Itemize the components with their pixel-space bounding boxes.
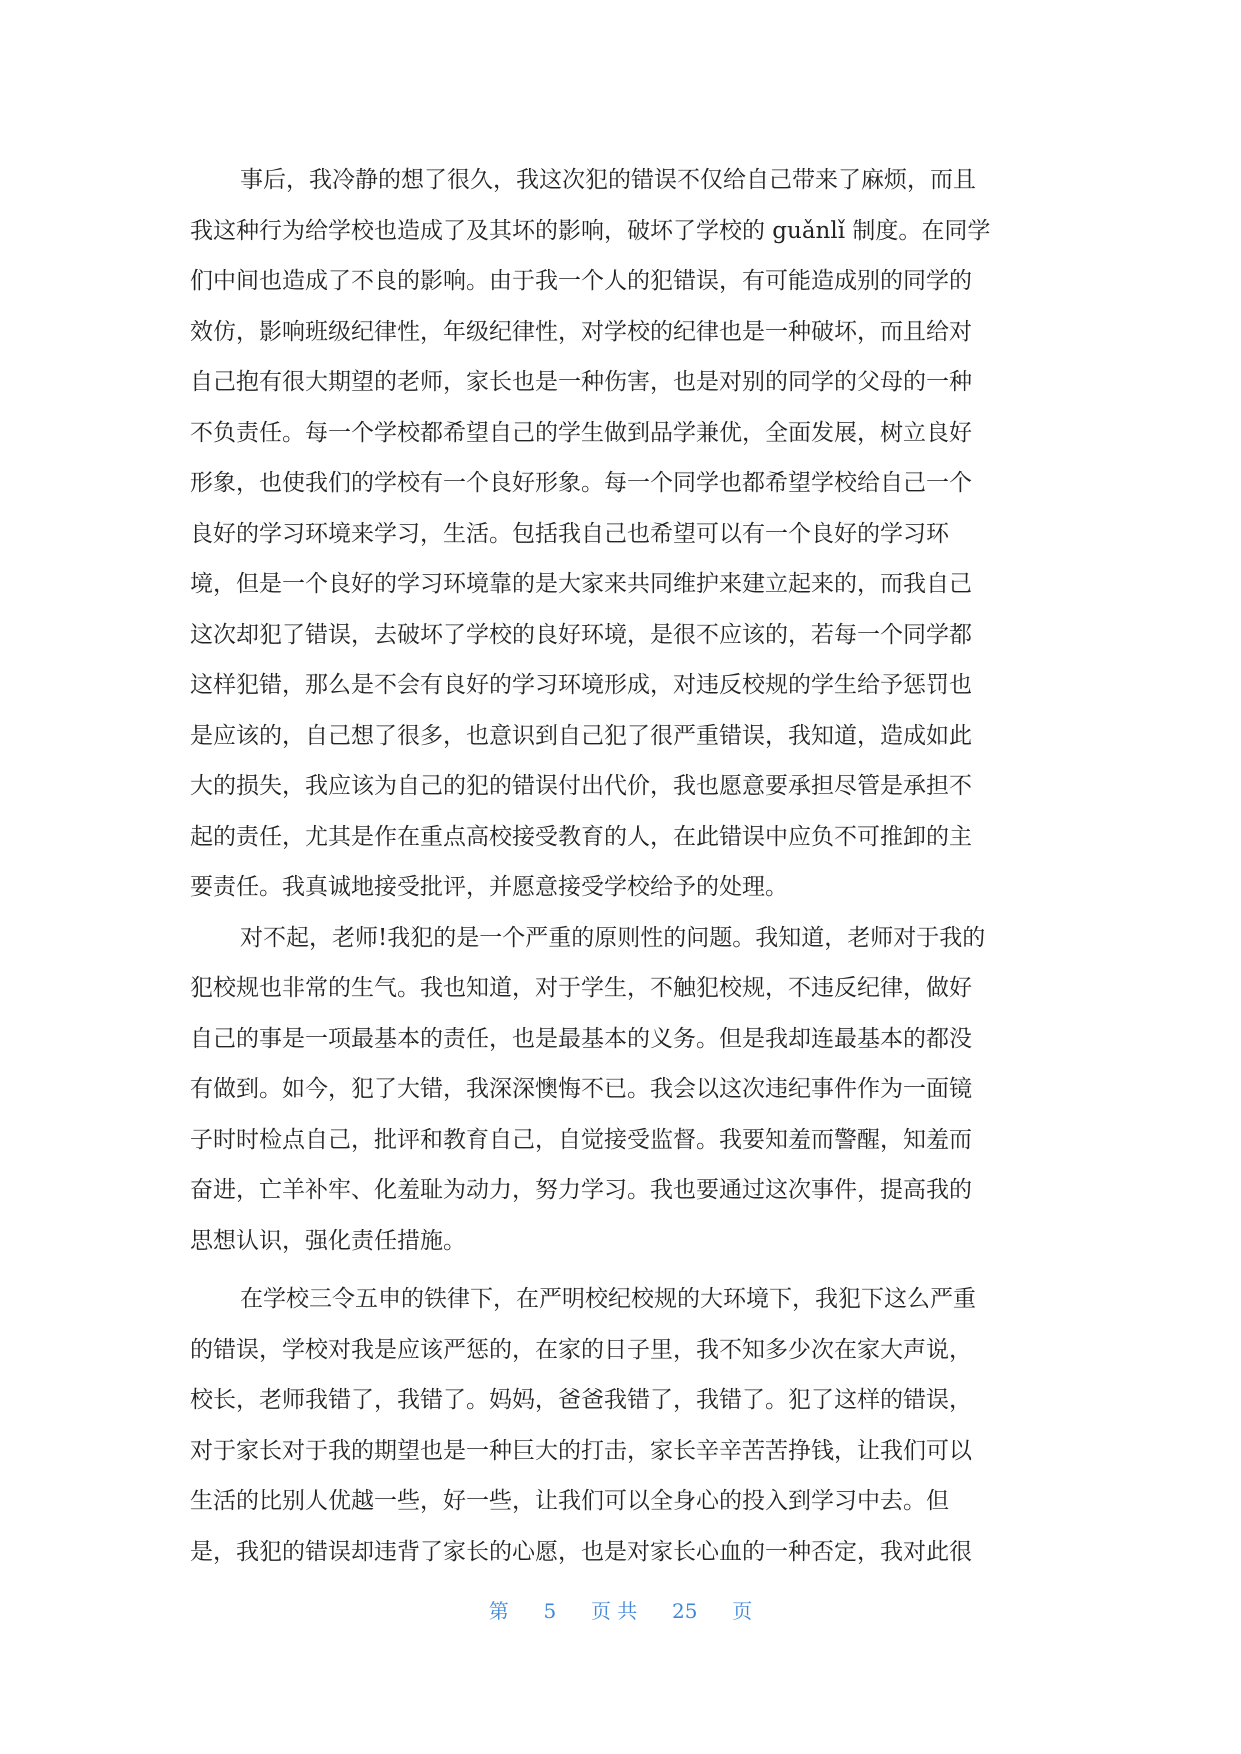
text-line: 自己的事是一项最基本的责任，也是最基本的义务。但是我却连最基本的都没	[190, 1025, 972, 1052]
text-line: 事后，我冷静的想了很久，我这次犯的错误不仅给自己带来了麻烦，而且	[240, 167, 976, 193]
text-line: 有做到。如今，犯了大错，我深深懊悔不已。我会以这次违纪事件作为一面镜	[190, 1076, 972, 1102]
text-line: 犯校规也非常的生气。我也知道，对于学生，不触犯校规，不违反纪律，做好	[190, 975, 972, 1001]
text-line: 生活的比别人优越一些，好一些，让我们可以全身心的投入到学习中去。但	[190, 1488, 949, 1514]
paragraph-1	[190, 155, 1050, 913]
text-line: 校长，老师我错了，我错了。妈妈，爸爸我错了，我错了。犯了这样的错误，	[190, 1387, 972, 1413]
text-line: 思想认识，强化责任措施。	[190, 1227, 466, 1254]
document-body	[190, 155, 1050, 1577]
text-line: 效仿，影响班级纪律性，年级纪律性，对学校的纪律也是一种破坏，而且给对	[190, 318, 972, 345]
text-line: 起的责任，尤其是作在重点高校接受教育的人，在此错误中应负不可推卸的主	[190, 823, 972, 850]
paragraph-3	[190, 1274, 1050, 1577]
current-page-number: 5	[543, 1599, 557, 1623]
text-line: 良好的学习环境来学习，生活。包括我自己也希望可以有一个良好的学习环	[190, 520, 949, 547]
text-line: 不负责任。每一个学校都希望自己的学生做到品学兼优，全面发展，树立良好	[190, 419, 972, 446]
text-line: 在学校三令五申的铁律下，在严明校纪校规的大环境下，我犯下这么严重	[240, 1286, 976, 1312]
page-label-suffix: 页	[732, 1599, 753, 1623]
text-line: 对不起，老师!我犯的是一个严重的原则性的问题。我知道，老师对于我的	[240, 924, 986, 951]
page-footer	[0, 1595, 1241, 1624]
text-line: 是应该的，自己想了很多，也意识到自己犯了很严重错误，我知道，造成如此	[190, 722, 972, 749]
text-line: 要责任。我真诚地接受批评，并愿意接受学校给予的处理。	[190, 874, 788, 900]
text-line: 自己抱有很大期望的老师，家长也是一种伤害，也是对别的同学的父母的一种	[190, 369, 972, 395]
text-line: 对于家长对于我的期望也是一种巨大的打击，家长辛辛苦苦挣钱，让我们可以	[190, 1437, 972, 1464]
text-line: 们中间也造成了不良的影响。由于我一个人的犯错误，有可能造成别的同学的	[190, 268, 972, 294]
text-line: 境，但是一个良好的学习环境靠的是大家来共同维护来建立起来的，而我自己	[190, 571, 972, 597]
text-line: 这样犯错，那么是不会有良好的学习环境形成，对违反校规的学生给予惩罚也	[190, 672, 972, 698]
total-pages-number: 25	[672, 1599, 698, 1623]
text-line: 子时时检点自己，批评和教育自己，自觉接受监督。我要知羞而警醒，知羞而	[190, 1126, 972, 1153]
text-line: 大的损失，我应该为自己的犯的错误付出代价，我也愿意要承担尽管是承担不	[190, 773, 972, 799]
text-line: 奋进，亡羊补牢、化羞耻为动力，努力学习。我也要通过这次事件，提高我的	[190, 1177, 972, 1203]
page-label-prefix: 第	[488, 1599, 509, 1623]
text-line: 这次却犯了错误，去破坏了学校的良好环境，是很不应该的，若每一个同学都	[190, 621, 972, 648]
text-line: 形象，也使我们的学校有一个良好形象。每一个同学也都希望学校给自己一个	[190, 470, 972, 496]
text-line: 的错误，学校对我是应该严惩的，在家的日子里，我不知多少次在家大声说，	[190, 1336, 972, 1363]
text-line: 是，我犯的错误却违背了家长的心愿，也是对家长心血的一种否定，我对此很	[190, 1538, 972, 1565]
page-label-mid: 页 共	[590, 1599, 638, 1623]
text-line: 我这种行为给学校也造成了及其坏的影响，破坏了学校的 guǎnlǐ 制度。在同学	[190, 217, 991, 244]
paragraph-2	[190, 913, 1050, 1267]
